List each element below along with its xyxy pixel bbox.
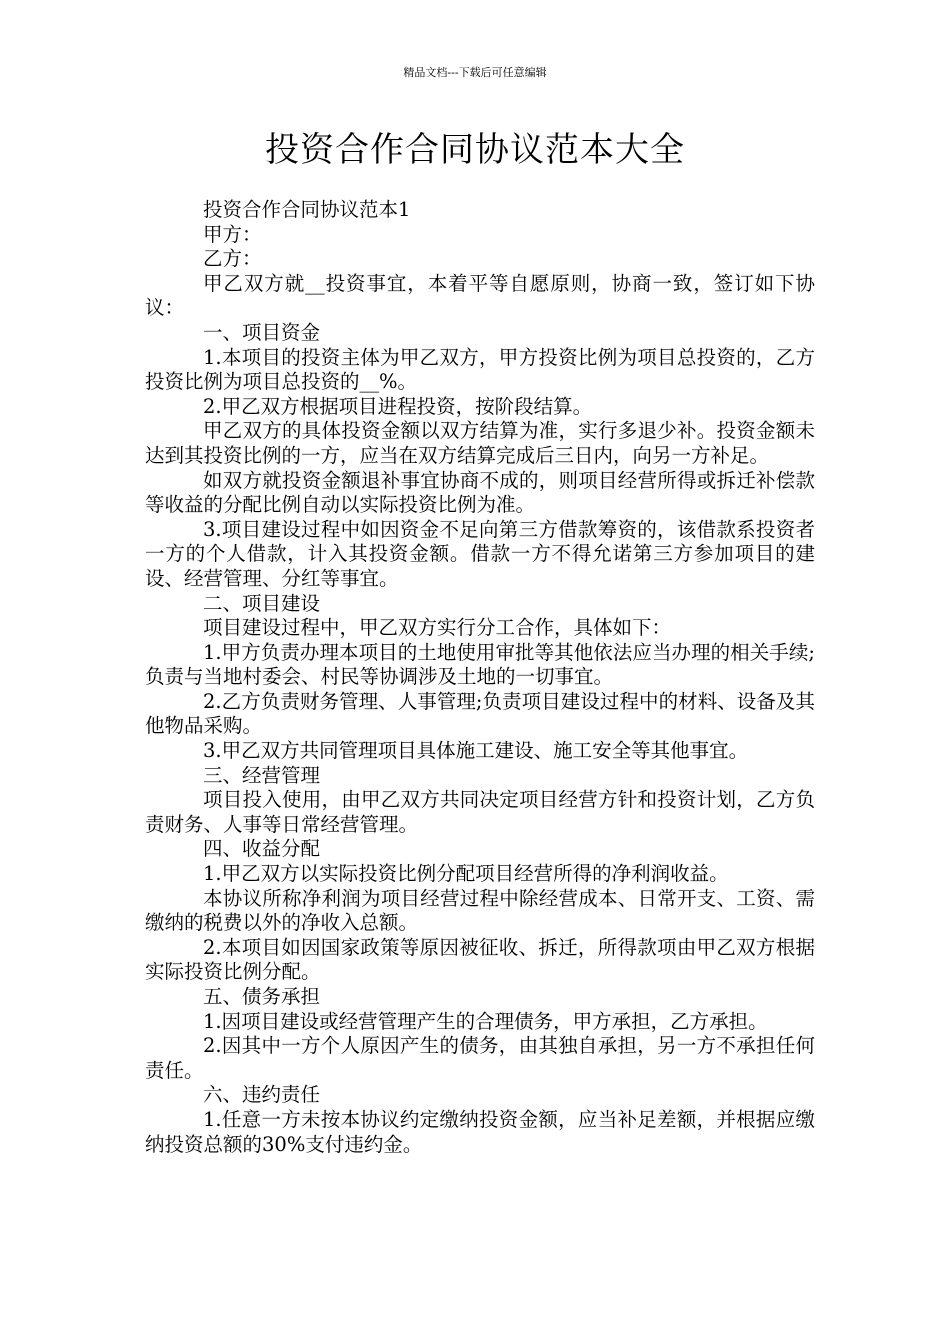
paragraph: 五、债务承担 — [203, 985, 321, 1008]
paragraph: 如双方就投资金额退补事宜协商不成的，则项目经营所得或拆迁补偿款等收益的分配比例自动以实际投资比例为准。 — [145, 468, 815, 517]
paragraph: 投资合作合同协议范本1 — [203, 198, 411, 221]
paragraph: 六、违约责任 — [203, 1083, 321, 1107]
paragraph: 乙方： — [203, 247, 262, 271]
paragraph: 三、经营管理 — [203, 763, 321, 787]
paragraph: 2.乙方负责财务管理、人事管理;负责项目建设过程中的材料、设备及其他物品采购。 — [145, 689, 815, 738]
paragraph: 项目投入使用，由甲乙双方共同决定项目经营方针和投资计划，乙方负责财务、人事等日常经营管理。 — [145, 788, 815, 836]
document-body — [145, 198, 815, 1157]
paragraph: 甲乙双方就__投资事宜，本着平等自愿原则，协商一致，签订如下协议： — [145, 271, 815, 320]
paragraph: 甲方： — [203, 222, 262, 246]
paragraph: 甲乙双方的具体投资金额以双方结算为准，实行多退少补。投资金额未达到其投资比例的一方，应当在双方结算完成后三日内，向另一方补足。 — [145, 419, 815, 467]
paragraph: 项目建设过程中，甲乙双方实行分工合作，具体如下： — [203, 616, 672, 640]
paragraph: 本协议所称净利润为项目经营过程中除经营成本、日常开支、工资、需缴纳的税费以外的净收入总额。 — [145, 886, 815, 935]
paragraph: 2.甲乙双方根据项目进程投资，按阶段结算。 — [203, 394, 593, 418]
document-title: 投资合作合同协议范本大全 — [265, 130, 685, 170]
paragraph: 1.本项目的投资主体为甲乙双方，甲方投资比例为项目总投资的，乙方投资比例为项目总投资的__%。 — [145, 345, 815, 394]
paragraph: 1.甲方负责办理本项目的土地使用审批等其他依法应当办理的相关手续;负责与当地村委会、村民等协调涉及土地的一切事宜。 — [145, 640, 815, 689]
paragraph: 1.甲乙双方以实际投资比例分配项目经营所得的净利润收益。 — [203, 862, 729, 886]
paragraph: 1.任意一方未按本协议约定缴纳投资金额，应当补足差额，并根据应缴纳投资总额的30%支付违约金。 — [145, 1107, 815, 1156]
paragraph: 一、项目资金 — [203, 320, 321, 344]
paragraph: 1.因项目建设或经营管理产生的合理债务，甲方承担，乙方承担。 — [203, 1009, 768, 1033]
paragraph: 2.因其中一方个人原因产生的债务，由其独自承担，另一方不承担任何责任。 — [145, 1034, 815, 1082]
header-note: 精品文档---下载后可任意编辑 — [403, 66, 547, 79]
paragraph: 二、项目建设 — [203, 591, 321, 615]
paragraph: 2.本项目如因国家政策等原因被征收、拆迁，所得款项由甲乙双方根据实际投资比例分配。 — [145, 935, 815, 984]
paragraph: 四、收益分配 — [203, 837, 321, 861]
paragraph: 3.甲乙双方共同管理项目具体施工建设、施工安全等其他事宜。 — [203, 739, 749, 763]
paragraph: 3.项目建设过程中如因资金不足向第三方借款筹资的，该借款系投资者一方的个人借款，计入其投资金额。借款一方不得允诺第三方参加项目的建设、经营管理、分红等事宜。 — [145, 517, 815, 590]
